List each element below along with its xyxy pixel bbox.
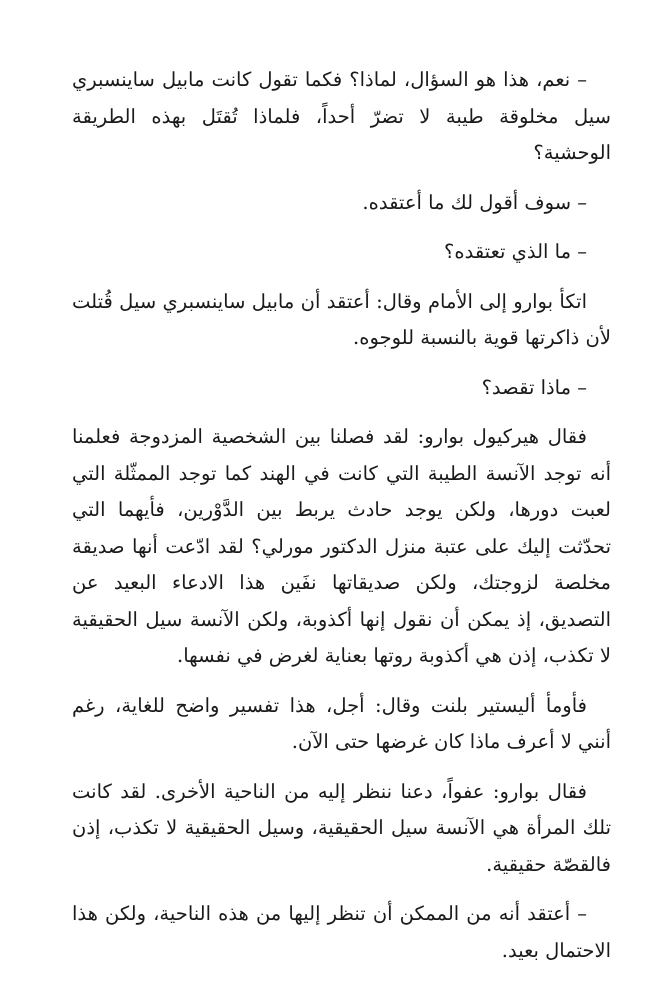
paragraph-5: – ماذا تقصد؟ [481, 375, 587, 399]
paragraph-2: – سوف أقول لك ما أعتقده. [362, 190, 587, 214]
paragraph-1: – نعم، هذا هو السؤال، لماذا؟ فكما تقول كانت مابيل ساينسبري سيل مخلوقة طيبة لا تضرّ أحداً، فلماذا تُقتَل بهذه الطريقة الوحشية؟ [72, 68, 611, 164]
paragraph-8: فقال بوارو: عفواً، دعنا ننظر إليه من الناحية الأخرى. لقد كانت تلك المرأة هي الآنسة سيل الحقيقية، وسيل الحقيقية لا تكذب، إذن فالقصّة حقيقية. [72, 779, 611, 876]
paragraph-9: – أعتقد أنه من الممكن أن تنظر إليها من هذه الناحية، ولكن هذا الاحتمال بعيد. [72, 902, 611, 962]
paragraph-3: – ما الذي تعتقده؟ [444, 240, 587, 263]
paragraph-7: فأومأ أليستير بلنت وقال: أجل، هذا تفسير واضح للغاية، رغم أنني لا أعرف ماذا كان غرضها حتى الآن. [72, 693, 611, 753]
paragraph-4: اتكأ بوارو إلى الأمام وقال: أعتقد أن مابيل ساينسبري سيل قُتلت لأن ذاكرتها قوية بالنسبة للوجوه. [72, 289, 611, 349]
paragraph-6: فقال هيركيول بوارو: لقد فصلنا بين الشخصية المزدوجة فعلمنا أنه توجد الآنسة الطيبة التي كانت في الهند كما توجد الممثّلة التي لعبت دورها، ولكن يوجد حادث يربط بين الدَّوْرين، فأيهما التي تحدّثت إليك على عتبة منزل الدكتور مورلي؟ لقد ادّعت أنها صديقة مخلصة لزوجتك، ولكن صديقاتها نفَين هذا الادعاء البعيد عن التصديق، إذ يمكن أن نقول إنها أكذوبة، ولكن الآنسة سيل الحقيقية لا تكذب، إذن هي أكذوبة روتها بعناية لغرض في نفسها. [72, 425, 611, 667]
